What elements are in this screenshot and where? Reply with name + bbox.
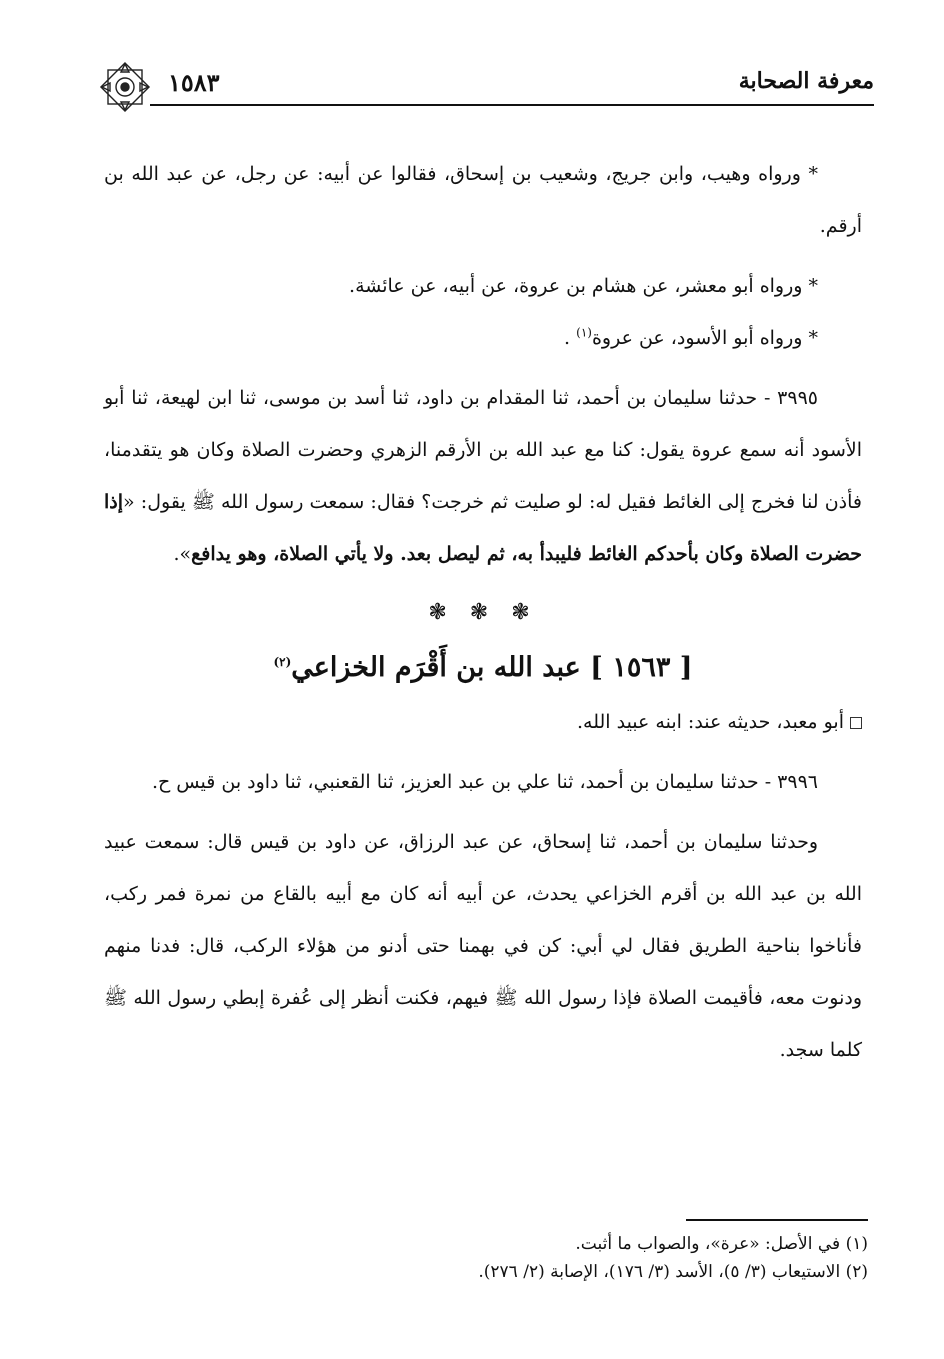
running-title: معرفة الصحابة xyxy=(738,68,874,94)
hadith-3995-matn: إذا حضرت الصلاة وكان بأحدكم الغائط فليبدأ به، ثم ليصل بعد. ولا يأتي الصلاة، وهو يدافع xyxy=(104,491,862,565)
paragraph-2: * ورواه أبو معشر، عن هشام بن عروة، عن أبيه، عن عائشة. xyxy=(349,275,818,297)
entry-note-text: أبو معبد، حديثه عند: ابنه عبيد الله. xyxy=(576,711,844,733)
footnotes xyxy=(108,1230,868,1286)
footnote-ref-2: (٢) xyxy=(273,655,292,669)
paragraph-1: * ورواه وهيب، وابن جريج، وشعيب بن إسحاق، فقالوا عن أبيه: عن رجل، عن عبد الله بن أرقم. xyxy=(104,163,862,237)
header-divider xyxy=(150,104,874,106)
section-separator: ❃ ❃ ❃ xyxy=(428,600,538,625)
page-header xyxy=(96,62,874,108)
paragraph-3-text: * ورواه أبو الأسود، عن عروة xyxy=(591,327,818,349)
hadith-3995 xyxy=(104,372,862,580)
star-ornament-icon xyxy=(96,58,154,116)
hadith-3995-chain: ٣٩٩٥ - حدثنا سليمان بن أحمد، ثنا المقدام بن داود، ثنا أسد بن موسى، ثنا ابن لهيعة، ثنا أبو الأسود أنه سمع عروة يقول: كنا مع عبد الله بن الأرقم الزهري وحضرت الصلاة وكان هو يتقدمنا، فأذن لنا فخرج إلى الغائط فقيل له: لو صليت ثم خرجت؟ فقال: سمعت رسول الله ﷺ يقول: « xyxy=(104,387,862,513)
footnote-1: (١) في الأصل: «عرة»، والصواب ما أثبت. xyxy=(575,1234,868,1254)
entry-note xyxy=(104,696,862,748)
box-marker-icon xyxy=(850,717,862,729)
entry-heading xyxy=(104,640,862,696)
entry-heading-text: [ ١٥٦٣ ] عبد الله بن أَقْرَم الخزاعي xyxy=(291,652,693,683)
hadith-3996-second-chain: وحدثنا سليمان بن أحمد، ثنا إسحاق، عن عبد الرزاق، عن داود بن قيس قال: سمعت عبيد الله بن عبد الله بن أقرم الخزاعي يحدث، عن أبيه أنه كان مع أبيه بالقاع من نمرة فمر ركب، فأناخوا بناحية الطريق فقال لي أبي: كن في بهمنا حتى أدنو من هؤلاء الركب، قال: فدنا منهم ودنوت معه، فأقيمت الصلاة فإذا رسول الله ﷺ فيهم، فكنت أنظر إلى عُفرة إبطي رسول الله ﷺ كلما سجد. xyxy=(104,831,862,1061)
page-number: ١٥٨٣ xyxy=(168,68,220,97)
hadith-3995-end: ». xyxy=(173,543,192,565)
main-text xyxy=(104,148,862,1076)
paragraph-3 xyxy=(104,312,862,364)
footnote-divider xyxy=(686,1219,868,1221)
footnote-2: (٢) الاستيعاب (٣/ ٥)، الأسد (٣/ ١٧٦)، الإصابة (٢/ ٢٧٦). xyxy=(478,1262,868,1282)
footnote-ref-1: (١) xyxy=(576,325,592,340)
hadith-3996: ٣٩٩٦ - حدثنا سليمان بن أحمد، ثنا علي بن عبد العزيز، ثنا القعنبي، ثنا داود بن قيس ح. xyxy=(151,771,818,793)
paragraph-3-end: . xyxy=(564,327,577,349)
